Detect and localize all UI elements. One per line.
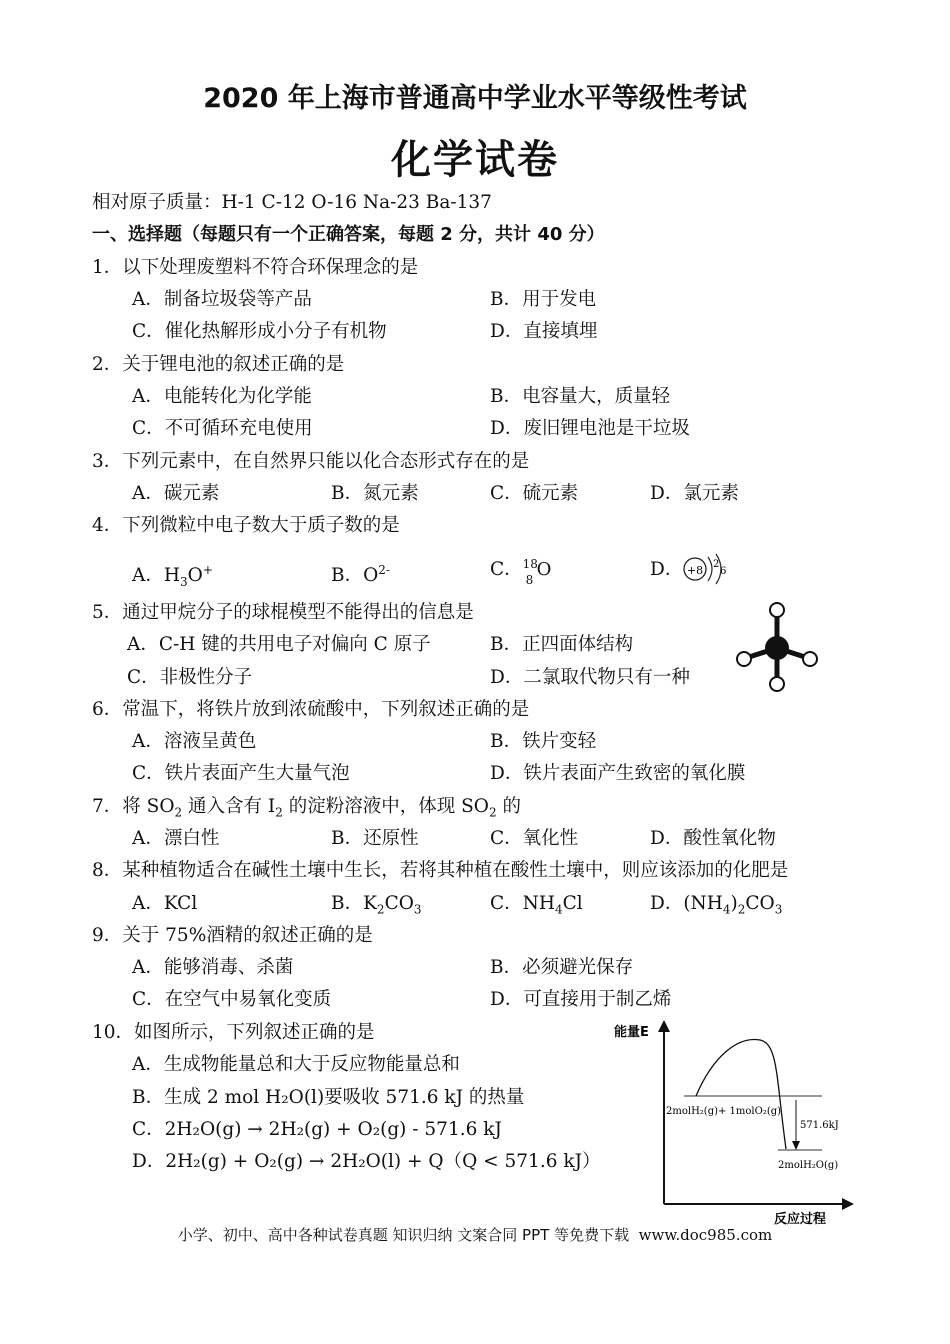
delta-label: 571.6kJ [800, 1120, 839, 1131]
question-1-stem: 1．以下处理废塑料不符合环保理念的是 [92, 257, 419, 278]
hydrogen-atom [770, 603, 784, 617]
stem-part: 通入含有 I [182, 796, 276, 817]
element-symbol: O [536, 559, 552, 580]
atomic-structure-diagram [680, 549, 730, 589]
y-axis-label: 能量E [614, 1025, 649, 1040]
option-d-mid: ) [730, 893, 738, 914]
footer-url[interactable]: www.doc985.com [638, 1226, 773, 1244]
question-8-stem: 8．某种植物适合在碱性土壤中生长，若将其种植在酸性土壤中，则应该添加的化肥是 [92, 860, 789, 881]
question-7-stem [92, 794, 521, 826]
product-label: 2molH₂O(g) [778, 1160, 839, 1171]
question-4-stem: 4．下列微粒中电子数大于质子数的是 [92, 515, 400, 536]
subscript: 4 [722, 902, 731, 917]
question-3-option-c: C．硫元素 [490, 483, 579, 504]
methane-ball-stick-model [732, 600, 822, 692]
question-2-option-b: B．电容量大，质量轻 [490, 386, 671, 407]
nucleus-charge: +8 [686, 564, 704, 577]
subscript: 2 [376, 902, 385, 917]
question-2-option-c: C．不可循环充电使用 [132, 418, 313, 439]
question-5-option-a: A．C-H 键的共用电子对偏向 C 原子 [127, 634, 431, 655]
question-8-option-c [490, 891, 583, 923]
question-3-option-b: B．氮元素 [331, 483, 419, 504]
question-5-stem: 5．通过甲烷分子的球棍模型不能得出的信息是 [92, 602, 474, 623]
option-c-text: C． [490, 559, 523, 580]
option-c-text: C．NH [490, 893, 555, 914]
option-a-text: A．H [132, 565, 180, 587]
subscript: 2 [488, 805, 497, 820]
shell-1-count: 2 [713, 559, 720, 570]
question-1-option-b: B．用于发电 [490, 289, 597, 310]
electron-shell-1 [708, 557, 712, 581]
energy-diagram [608, 1016, 863, 1228]
question-10-stem: 10．如图所示，下列叙述正确的是 [92, 1022, 375, 1043]
question-6-option-a: A．溶液呈黄色 [132, 731, 257, 752]
question-7-option-a: A．漂白性 [132, 828, 220, 849]
stem-part: 的 [496, 796, 521, 817]
option-d-text: D． [650, 559, 684, 580]
option-d-text: D．(NH [650, 893, 723, 914]
question-6-option-d: D．铁片表面产生致密的氧化膜 [490, 763, 746, 784]
subscript: 2 [275, 805, 283, 820]
question-6-option-c: C．铁片表面产生大量气泡 [132, 763, 350, 784]
hydrogen-atom [770, 677, 784, 691]
option-b-tail: CO [384, 893, 414, 914]
atomic-number: 8 [525, 573, 534, 587]
atomic-masses: 相对原子质量：H-1 C-12 O-16 Na-23 Ba-137 [92, 192, 492, 213]
question-4-option-b [331, 557, 390, 589]
x-axis-arrow [842, 1198, 854, 1210]
question-10-option-c: C．2H₂O(g) → 2H₂(g) + O₂(g) - 571.6 kJ [132, 1119, 502, 1140]
question-9-option-b: B．必须避光保存 [490, 957, 634, 978]
nuclide-notation [522, 557, 552, 587]
question-1-option-c: C．催化热解形成小分子有机物 [132, 321, 387, 342]
subscript: 2 [174, 805, 183, 820]
subscript: 3 [774, 902, 783, 917]
carbon-atom [765, 636, 789, 660]
question-9-option-c: C．在空气中易氧化变质 [132, 989, 332, 1010]
superscript: 2- [378, 563, 390, 577]
question-8-option-d [650, 891, 782, 923]
y-axis-arrow [658, 1020, 670, 1032]
exam-subtitle: 化学试卷 [391, 137, 559, 183]
question-9-option-a: A．能够消毒、杀菌 [132, 957, 294, 978]
question-8-option-a: A．KCl [132, 893, 198, 914]
question-7-option-d: D．酸性氧化物 [650, 828, 776, 849]
question-9-stem: 9．关于 75%酒精的叙述正确的是 [92, 925, 373, 946]
question-2-option-a: A．电能转化为化学能 [132, 386, 312, 407]
hydrogen-atom [737, 652, 751, 666]
question-10-option-d: D．2H₂(g) + O₂(g) → 2H₂O(l) + Q（Q < 571.6 kJ） [132, 1151, 601, 1172]
question-6-stem: 6．常温下，将铁片放到浓硫酸中，下列叙述正确的是 [92, 699, 530, 720]
question-4-option-a [132, 557, 213, 595]
question-3-stem: 3．下列元素中，在自然界只能以化合态形式存在的是 [92, 451, 530, 472]
question-6-option-b: B．铁片变轻 [490, 731, 597, 752]
question-10-option-a: A．生成物能量总和大于反应物能量总和 [132, 1054, 460, 1075]
option-b-text: B．K [331, 893, 377, 914]
subscript: 3 [413, 902, 422, 917]
exam-title: 2020 年上海市普通高中学业水平等级性考试 [203, 83, 747, 114]
question-5-option-d: D．二氯取代物只有一种 [490, 667, 690, 688]
question-5-option-c: C．非极性分子 [127, 667, 253, 688]
delta-arrowhead [792, 1141, 800, 1150]
question-1-option-a: A．制备垃圾袋等产品 [132, 289, 312, 310]
reaction-curve [696, 1039, 786, 1149]
question-3-option-a: A．碳元素 [132, 483, 220, 504]
question-2-stem: 2．关于锂电池的叙述正确的是 [92, 354, 345, 375]
question-8-option-b [331, 891, 422, 923]
x-axis-label: 反应过程 [774, 1212, 827, 1227]
subscript: 3 [180, 574, 188, 589]
question-4-option-c [490, 557, 552, 587]
footer [0, 1224, 950, 1245]
subscript: 2 [737, 902, 746, 917]
mass-number: 18 [522, 557, 538, 571]
section-heading: 一、选择题（每题只有一个正确答案，每题 2 分，共计 40 分） [92, 224, 605, 245]
option-c-tail: Cl [562, 893, 583, 914]
question-7-option-c: C．氧化性 [490, 828, 579, 849]
question-9-option-d: D．可直接用于制乙烯 [490, 989, 672, 1010]
reactant-label: 2molH₂(g)+ 1molO₂(g) [666, 1106, 782, 1117]
stem-part: 的淀粉溶液中，体现 SO [282, 796, 489, 817]
shell-2-count: 6 [720, 566, 727, 577]
option-b-text: B．O [331, 565, 379, 587]
stem-part: 7．将 SO [92, 796, 175, 817]
subscript: 4 [554, 902, 563, 917]
hydrogen-atom [803, 652, 817, 666]
question-4-option-d [650, 557, 683, 583]
question-3-option-d: D．氯元素 [650, 483, 739, 504]
question-7-option-b: B．还原性 [331, 828, 419, 849]
option-a-tail: O [187, 565, 203, 587]
superscript: + [202, 563, 213, 577]
question-10-option-b: B．生成 2 mol H₂O(l)要吸收 571.6 kJ 的热量 [132, 1087, 525, 1108]
question-5-option-b: B．正四面体结构 [490, 634, 634, 655]
option-d-tail: CO [745, 893, 775, 914]
question-2-option-d: D．废旧锂电池是干垃圾 [490, 418, 690, 439]
question-1-option-d: D．直接填埋 [490, 321, 598, 342]
footer-text: 小学、初中、高中各种试卷真题 知识归纳 文案合同 PPT 等免费下载 [177, 1226, 630, 1244]
